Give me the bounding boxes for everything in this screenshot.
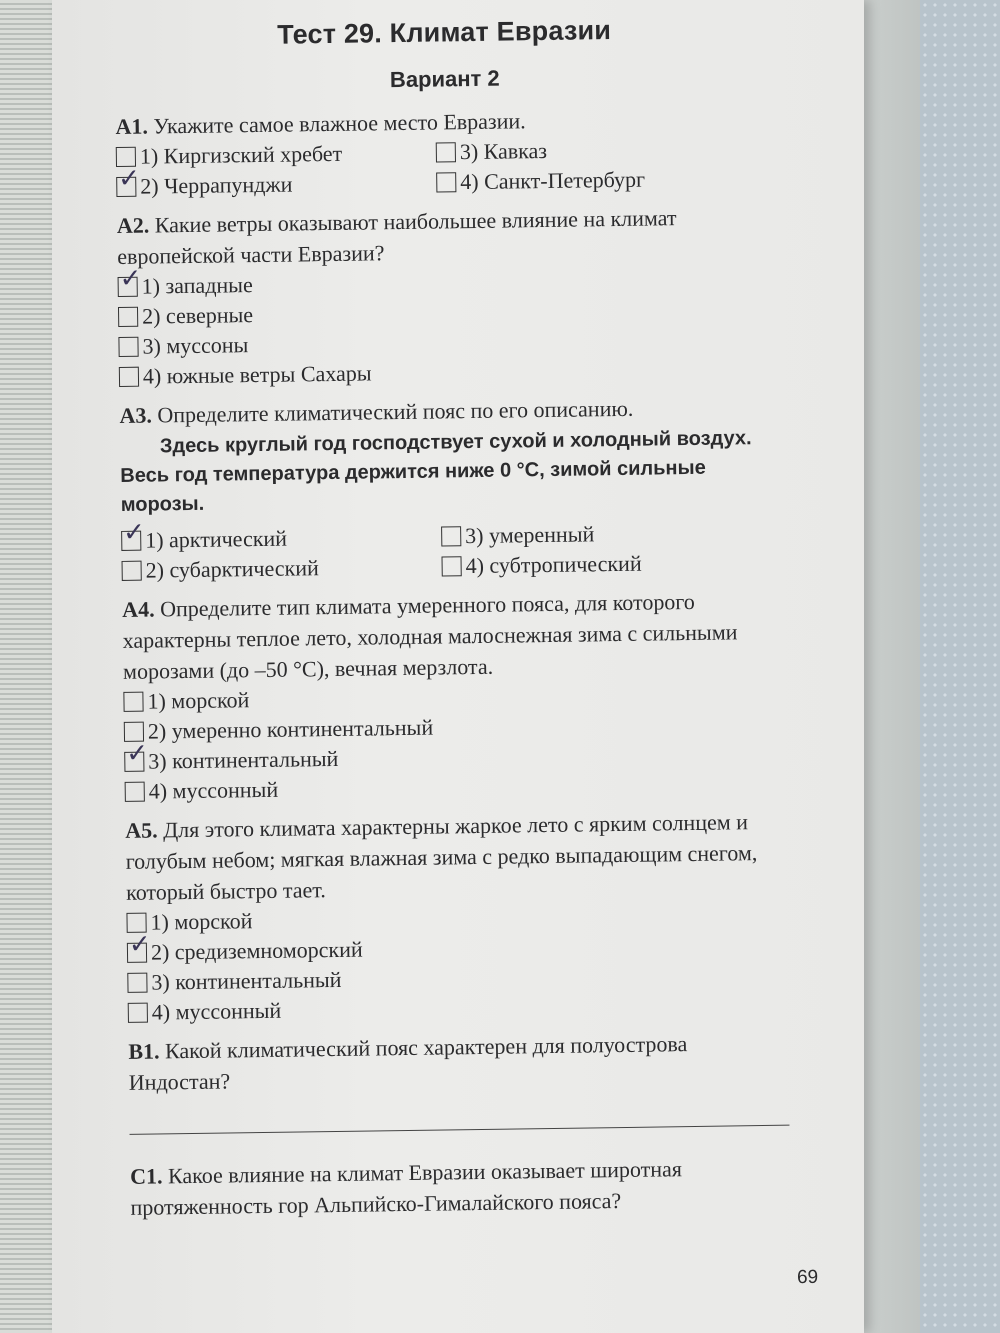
option (116, 168, 436, 202)
option-label: 1) морской (147, 687, 250, 714)
checkbox[interactable] (119, 367, 139, 387)
option (116, 138, 436, 172)
question-number: А1. (115, 113, 149, 139)
answer-line[interactable] (130, 1125, 790, 1135)
option-label: 2) северные (141, 302, 254, 329)
question-a5 (125, 806, 788, 1028)
question-text: Укажите самое влажное место Евразии. (153, 108, 526, 139)
option (441, 547, 761, 581)
options-grid (116, 133, 777, 202)
test-title: Тест 29. Климат Евразии (277, 15, 612, 50)
question-a2 (117, 201, 779, 392)
option-label: 2) субарктический (145, 555, 319, 583)
option-label: 4) муссонный (151, 997, 282, 1025)
option (121, 551, 441, 585)
option-label: 1) западные (141, 272, 253, 299)
question-text: Для этого климата характерны жаркое лето с ярким солнцем и голубым небом; мягкая влажная зима с редко выпадающим снегом, который быстро тает. (125, 809, 758, 905)
checkbox[interactable] (125, 782, 145, 802)
checkbox-checked[interactable] (118, 277, 138, 297)
option-label: 2) умеренно континентальный (147, 714, 434, 744)
question-c1 (130, 1152, 791, 1223)
option-label: 4) муссонный (148, 776, 279, 804)
checkbox-checked[interactable] (124, 752, 144, 772)
checkbox[interactable] (118, 337, 138, 357)
question-text: Определите тип климата умеренного пояса, для которого характерны теплое лето, холодная малоснежная зима с сильными морозами (до –50 °С), вечная мерзлота. (122, 588, 738, 684)
option-label: 3) континентальный (151, 966, 342, 995)
option (436, 163, 756, 197)
workbook-page (52, 0, 864, 1333)
checkbox[interactable] (127, 973, 147, 993)
checkbox[interactable] (441, 556, 461, 576)
variant-title: Вариант 2 (389, 65, 500, 93)
option-label: 1) Киргизский хребет (139, 140, 343, 169)
option-label: 1) морской (150, 908, 253, 935)
option-label: 4) субтропический (465, 550, 642, 579)
question-a4 (122, 585, 785, 807)
option-label: 3) континентальный (148, 745, 339, 774)
options-grid (121, 517, 782, 586)
checkbox[interactable] (436, 142, 456, 162)
checkbox-checked[interactable] (116, 177, 136, 197)
page-number: 69 (796, 1266, 819, 1289)
checkbox[interactable] (122, 561, 142, 581)
option-label: 3) умеренный (465, 521, 595, 549)
checkbox[interactable] (118, 307, 138, 327)
question-a1 (115, 102, 776, 202)
checkbox-checked[interactable] (121, 531, 141, 551)
question-text: Какое влияние на климат Евразии оказывает широтная протяженность гор Альпийско-Гималайского пояса? (130, 1156, 683, 1220)
question-text: Какие ветры оказывают наибольшее влияние на климат европейской части Евразии? (117, 205, 677, 269)
option-label: 4) южные ветры Сахары (142, 360, 372, 389)
question-number: А3. (119, 402, 153, 428)
question-text: Какой климатический пояс характерен для полуострова Индостан? (128, 1031, 688, 1095)
checkbox-checked[interactable] (127, 943, 147, 963)
option (436, 133, 756, 167)
option-label: 3) муссоны (142, 332, 249, 359)
question-number: А2. (116, 212, 150, 238)
page-content (114, 13, 791, 1223)
climate-description: Здесь круглый год господствует сухой и холодный воздух. Весь год температура держится ниже 0 °С, зимой сильные морозы. (120, 427, 752, 516)
question-a3 (119, 391, 782, 586)
option (441, 517, 761, 551)
option-label: 2) средиземноморский (150, 936, 363, 965)
question-text: Определите климатический пояс по его описанию. (157, 395, 634, 428)
option-label: 4) Санкт-Петербург (460, 166, 646, 195)
option-label: 1) арктический (145, 525, 288, 553)
option-label: 3) Кавказ (459, 137, 548, 165)
option-label: 2) Черрапунджи (140, 171, 293, 199)
question-number: А4. (122, 596, 155, 622)
question-number: А5. (125, 817, 158, 843)
question-b1 (128, 1027, 789, 1135)
option (121, 521, 441, 555)
question-number: В1. (128, 1038, 160, 1064)
checkbox[interactable] (123, 692, 143, 712)
checkbox[interactable] (128, 1003, 148, 1023)
checkbox[interactable] (441, 526, 461, 546)
question-number: С1. (129, 1163, 163, 1189)
checkbox[interactable] (436, 172, 456, 192)
book-page-stack (0, 0, 58, 1333)
